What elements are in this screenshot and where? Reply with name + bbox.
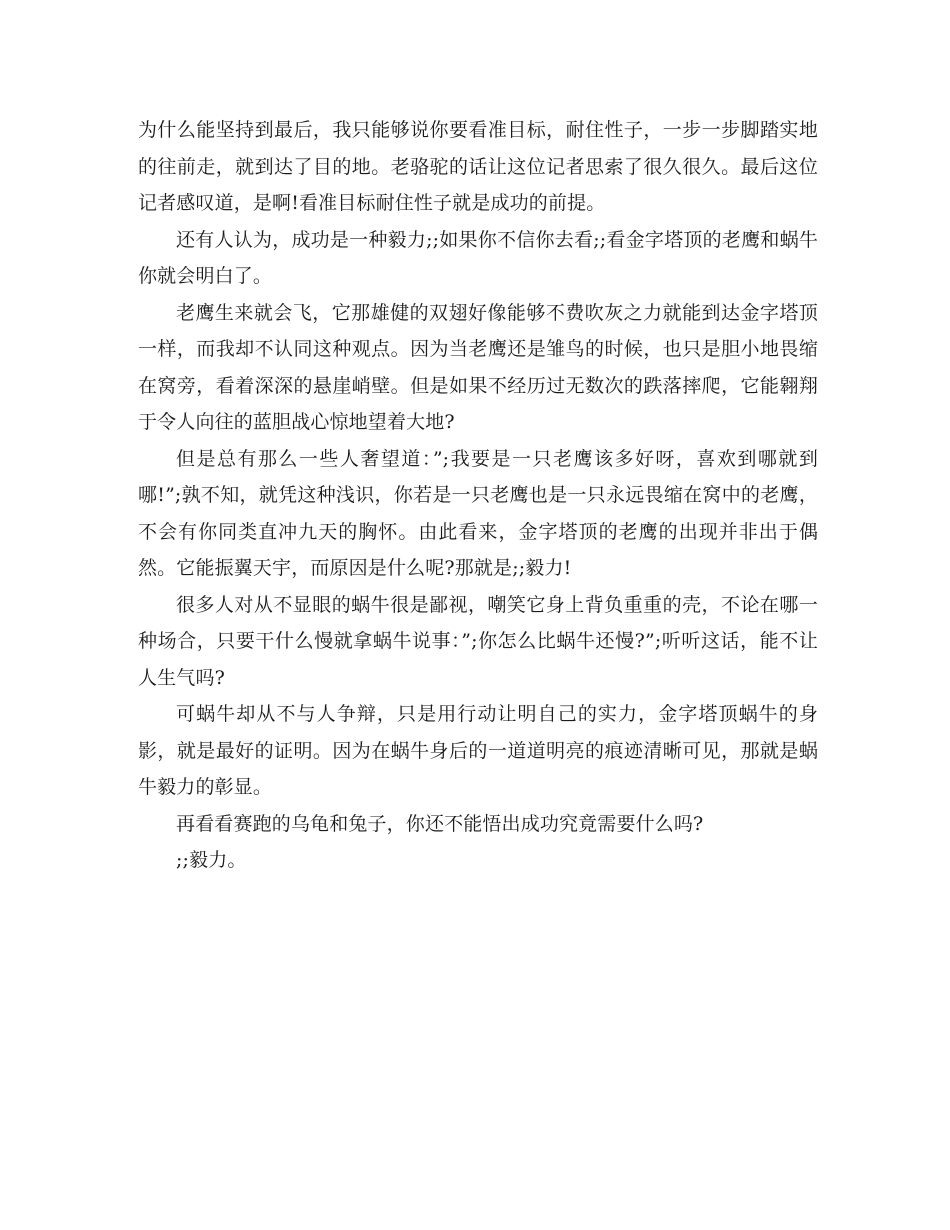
paragraph-8: ;;毅力。	[176, 849, 247, 871]
paragraph-5: 很多人对从不显眼的蜗牛很是鄙视，嘲笑它身上背负重重的壳，不论在哪一种场合，只要干什么慢就拿蜗牛说事：”;你怎么比蜗牛还慢?”;听听这话，能不让人生气吗?	[138, 593, 818, 689]
paragraph-7: 再看看赛跑的乌龟和兔子，你还不能悟出成功究竟需要什么吗?	[176, 812, 704, 835]
body-text	[138, 112, 818, 879]
paragraph-2: 还有人认为，成功是一种毅力;;如果你不信你去看;;看金字塔顶的老鹰和蜗牛你就会明白了。	[138, 228, 818, 287]
paragraph-6: 可蜗牛却从不与人争辩，只是用行动让明自己的实力，金字塔顶蜗牛的身影，就是最好的证明。因为在蜗牛身后的一道道明亮的痕迹清晰可见，那就是蜗牛毅力的彰显。	[138, 703, 818, 798]
paragraph-3: 老鹰生来就会飞，它那雄健的双翅好像能够不费吹灰之力就能到达金字塔顶一样，而我却不认同这种观点。因为当老鹰还是雏鸟的时候，也只是胆小地畏缩在窝旁，看着深深的悬崖峭壁。但是如果不经历过无数次的跌落摔爬，它能翱翔于令人向往的蓝胆战心惊地望着大地?	[138, 301, 818, 433]
paragraph-4: 但是总有那么一些人奢望道：”;我要是一只老鹰该多好呀，喜欢到哪就到哪!”;孰不知，就凭这种浅识，你若是一只老鹰也是一只永远畏缩在窝中的老鹰，不会有你同类直冲九天的胸怀。由此看来，金字塔顶的老鹰的出现并非出于偶然。它能振翼天宇，而原因是什么呢?那就是;;毅力!	[138, 447, 818, 579]
paragraph-1: 为什么能坚持到最后，我只能够说你要看准目标，耐住性子，一步一步脚踏实地的往前走，就到达了目的地。老骆驼的话让这位记者思索了很久很久。最后这位记者感叹道，是啊!看准目标耐住性子就是成功的前提。	[138, 119, 818, 214]
